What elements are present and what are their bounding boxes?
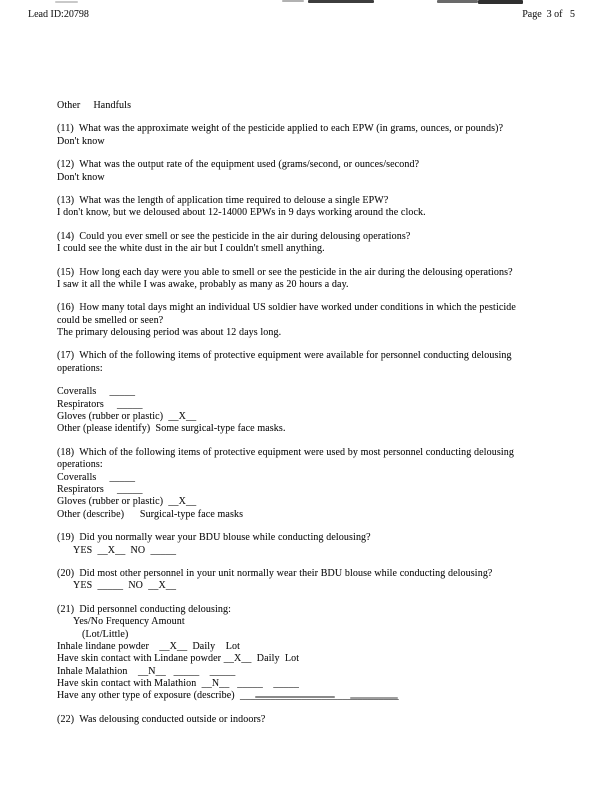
- text-line: Don't know: [57, 171, 105, 183]
- text-line: (13) What was the length of application time required to delouse a single EPW?: [57, 194, 389, 206]
- text-line: YES _____ NO __X__: [73, 580, 177, 592]
- text-line: Other Handfuls: [57, 100, 132, 111]
- text-line: I saw it all the while I was awake, probably as many as 20 hours a day.: [57, 278, 349, 290]
- text-line: (21) Did personnel conducting delousing:: [57, 603, 232, 615]
- text-line: (19) Did you normally wear your BDU blouse while conducting delousing?: [57, 532, 371, 544]
- text-line: (17) Which of the following items of protective equipment were available for personnel conducting delousing: [57, 350, 512, 362]
- text-line: Other (describe) Surgical-type face masks: [57, 508, 244, 520]
- text-line: (20) Did most other personnel in your unit normally wear their BDU blouse while conducting delousing?: [57, 567, 493, 579]
- scan-artifact: [478, 0, 523, 4]
- text-line: The primary delousing period was about 12 days long.: [57, 327, 282, 339]
- scan-artifact: [282, 0, 304, 2]
- paragraph: [57, 568, 597, 593]
- text-line: (11) What was the approximate weight of the pesticide applied to each EPW (in grams, ounces, or pounds)?: [57, 123, 504, 135]
- text-line: Yes/No Frequency Amount: [73, 616, 185, 628]
- scan-artifact: [437, 0, 478, 3]
- text-line: (Lot/Little): [82, 628, 129, 640]
- text-line: Coveralls _____: [57, 386, 136, 398]
- text-line: Other (please identify) Some surgical-type face masks.: [57, 423, 286, 435]
- paragraph: [57, 350, 597, 375]
- paragraph: [57, 714, 597, 726]
- text-line: Don't know: [57, 135, 105, 147]
- paragraph: [57, 532, 597, 557]
- text-line: operations:: [57, 459, 103, 471]
- paragraph: [57, 302, 597, 339]
- text-line: I could see the white dust in the air but I couldn't smell anything.: [57, 243, 325, 255]
- paragraph: [57, 386, 597, 436]
- paragraph: [57, 123, 597, 148]
- lead-id-label: Lead ID:20798: [28, 9, 89, 20]
- text-line: Have any other type of exposure (describe) _______________________________: [57, 690, 399, 702]
- text-line: (22) Was delousing conducted outside or indoors?: [57, 713, 266, 725]
- text-line: I don't know, but we deloused about 12-14000 EPWs in 9 days working around the clock.: [57, 207, 426, 219]
- paragraph: [57, 100, 597, 112]
- text-line: Gloves (rubber or plastic) __X__: [57, 496, 197, 508]
- text-line: (15) How long each day were you able to smell or see the pesticide in the air during the delousing operations?: [57, 266, 513, 278]
- scan-artifact: [55, 1, 78, 3]
- page-header: [28, 9, 575, 21]
- paragraph: [57, 195, 597, 220]
- text-line: Have skin contact with Malathion __N__ _____ _____: [57, 678, 299, 690]
- text-line: (12) What was the output rate of the equipment used (grams/second, or ounces/second?: [57, 159, 420, 171]
- paragraph: [57, 604, 597, 703]
- scan-artifact: [308, 0, 374, 3]
- document-body: [57, 100, 597, 737]
- text-line: Gloves (rubber or plastic) __X__: [57, 411, 197, 423]
- text-line: Respirators _____: [57, 398, 143, 410]
- text-line: YES __X__ NO _____: [73, 544, 177, 556]
- text-line: could be smelled or seen?: [57, 314, 164, 326]
- paragraph: [57, 267, 597, 292]
- text-line: (16) How many total days might an individual US soldier have worked under conditions in which the pesticide: [57, 302, 516, 314]
- paragraph: [57, 447, 597, 521]
- text-line: Inhale lindane powder __X__ Daily Lot: [57, 640, 241, 652]
- text-line: Respirators _____: [57, 483, 143, 495]
- paragraph: [57, 231, 597, 256]
- text-line: Have skin contact with Lindane powder __X__ Daily Lot: [57, 653, 300, 665]
- paragraph: [57, 159, 597, 184]
- text-line: (18) Which of the following items of protective equipment were used by most personnel conducting delousing: [57, 446, 514, 458]
- page-indicator: Page 3 of 5: [522, 9, 575, 20]
- text-line: Inhale Malathion __N__ _____ _____: [57, 665, 236, 677]
- text-line: Coveralls _____: [57, 471, 136, 483]
- text-line: (14) Could you ever smell or see the pesticide in the air during delousing operations?: [57, 230, 411, 242]
- text-line: operations:: [57, 362, 103, 374]
